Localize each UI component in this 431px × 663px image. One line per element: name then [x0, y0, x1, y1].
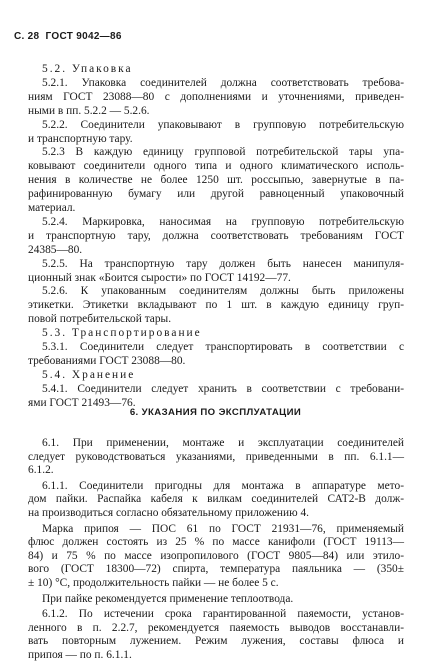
- section-5-text-line: 5.4. Хранение: [42, 368, 136, 381]
- section-6-text-line: 6.1.2. По истечении срока гарантированной паяемости, установ-: [42, 608, 404, 621]
- section-5-text-line: 5.2.2. Соединители упаковывают в групповую потребительскую: [42, 118, 404, 131]
- section-5-text-line: требованиями ГОСТ 23088—80.: [28, 354, 186, 367]
- section-5-text-line: и транспортную тару, должна соответствовать требованиям ГОСТ: [28, 229, 404, 242]
- section-6-text-line: следует руководствоваться указаниями, приведенными в пп. 6.1.1—: [28, 450, 404, 463]
- section-6-text-line: на производиться согласно обязательному приложению 4.: [28, 507, 310, 519]
- section-6-text-line: 84) и 75 % по массе изопропилового (ГОСТ 9805—84) или этило-: [28, 549, 404, 562]
- section-5-text-line: 5.2.5. На транспортную тару должен быть нанесен манипуля-: [42, 257, 404, 270]
- section-5-text-line: 5.3.1. Соединители следует транспортировать в соответствии с: [42, 341, 404, 353]
- section-5-text-line: 5.2.6. К упакованным соединителям должны быть приложены: [42, 285, 404, 298]
- section-5-text-line: ными в пп. 5.2.2 — 5.2.6.: [28, 104, 150, 117]
- section-5-text-line: 5.4.1. Соединители следует хранить в соответствии с требовани-: [42, 382, 404, 395]
- section-6-text-line: Марка припоя — ПОС 61 по ГОСТ 21931—76, применяемый: [42, 522, 404, 535]
- section-6-text-line: 6.1.2.: [28, 464, 54, 477]
- section-6-text-line: вать повторным лужением. Режим лужения, составы флюса и: [28, 635, 404, 648]
- section-5-text-line: 5.2. Упаковка: [42, 63, 133, 75]
- section-6-text-line: ± 10) °С, продолжительность пайки — не более 5 с.: [28, 577, 279, 589]
- section-6-text-line: припоя — по п. 6.1.1.: [28, 649, 132, 661]
- section-6-text-line: вого (ГОСТ 18300—72) спирта, температура паяльника — (350±: [28, 563, 404, 576]
- section-6-text-line: флюс должен состоять из 25 % по массе канифоли (ГОСТ 19113—: [28, 536, 404, 549]
- section-5-text-line: ниям ГОСТ 23088—80 с дополнениями и уточнениями, приведен-: [28, 90, 404, 103]
- section-5-text-line: материал.: [28, 202, 76, 214]
- section-6-text-line: ленного в п. 2.2.7, рекомендуется паяемость выводов восстанавли-: [28, 621, 404, 634]
- section-6-text-line: 6.1. При применении, монтаже и эксплуатации соединителей: [42, 437, 404, 449]
- section-6-text-line: дом пайки. Распайка кабеля к вилкам соединителей САТ2-В долж-: [28, 493, 404, 506]
- section-6-heading: 6. УКАЗАНИЯ ПО ЭКСПЛУАТАЦИИ: [129, 407, 302, 418]
- section-5-text-line: рафинированную бумагу или другой равноценный упаковочный: [28, 188, 404, 201]
- section-5-text-line: 5.3. Транспортирование: [42, 327, 202, 340]
- section-5-text-line: 24385—80.: [28, 243, 83, 256]
- section-6-text-line: При пайке рекомендуется применение теплоотвода.: [42, 592, 294, 605]
- section-5-text-line: ционный знак «Боится сырости» по ГОСТ 14192—77.: [28, 271, 291, 284]
- section-5-text-line: ями ГОСТ 21493—76.: [28, 396, 136, 409]
- section-5-text-line: 5.2.1. Упаковка соединителей должна соответствовать требова-: [42, 76, 404, 89]
- section-5-text-line: 5.2.3 В каждую единицу групповой потребительской тары упа-: [42, 146, 404, 159]
- section-5-text-line: ковывают соединители одного типа и одного климатического исполь-: [28, 160, 404, 173]
- section-6-text-line: 6.1.1. Соединители пригодны для монтажа в аппаратуре мето-: [42, 479, 404, 492]
- section-5-text-line: и транспортную тару.: [28, 132, 133, 145]
- section-5-text-line: 5.2.4. Маркировка, наносимая на групповую потребительскую: [42, 215, 404, 228]
- page-header: С. 28 ГОСТ 9042—86: [14, 31, 122, 42]
- section-5-text-line: повой потребительской тары.: [28, 313, 172, 326]
- section-5-text-line: этикетки. Этикетки вкладывают по 1 шт. в каждую единицу груп-: [28, 299, 404, 312]
- section-5-text-line: нения в количестве не более 1250 шт. россыпью, завернутые в па-: [28, 174, 404, 187]
